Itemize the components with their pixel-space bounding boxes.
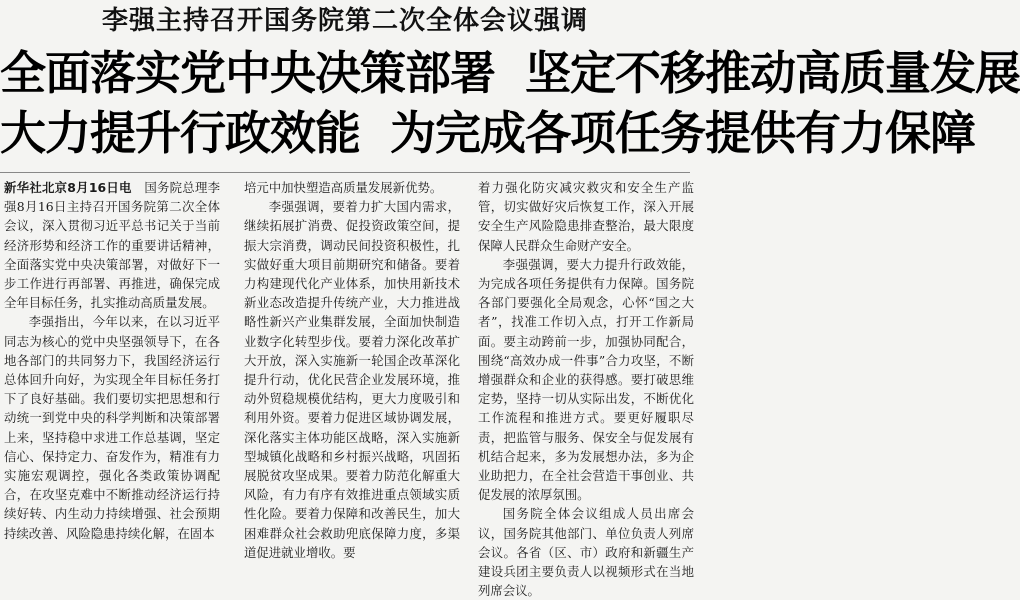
body-paragraph: 培元中加快塑造高质量发展新优势。 <box>244 180 443 195</box>
body-paragraph: 着力强化防灾减灾救灾和安全生产监管，切实做好灾后恢复工作，深入开展安全生产风险隐患排查整治，最大限度保障人民群众生命财产安全。 <box>478 180 694 253</box>
body-column-3 <box>478 178 694 599</box>
article-dateline: 新华社北京8月16日电 <box>4 180 132 195</box>
headline-line-2-part-a: 大力提升行政效能 <box>0 106 360 160</box>
headline-line-2-part-b: 为完成各项任务提供有力保障 <box>390 106 975 160</box>
headline-divider <box>0 172 690 173</box>
article-headline-line-2 <box>0 104 975 162</box>
body-paragraph: 李强指出，今年以来，在以习近平同志为核心的党中央坚强领导下，在各地各部门的共同努力下，我国经济运行总体回升向好，为实现全年目标任务打下了良好基础。我们要切实把思想和行动统一到党中央的科学判断和决策部署上来，坚持稳中求进工作总基调，坚定信心、保持定力、奋发作为，精准有力实施宏观调控，强化各类政策协调配合，在攻坚克难中不断推动经济运行持续好转、内生动力持续增强、社会预期持续改善、风险隐患持续化解，在固本 <box>4 314 220 541</box>
body-paragraph: 李强强调，要大力提升行政效能，为完成各项任务提供有力保障。国务院各部门要强化全局观念，心怀“国之大者”，找准工作切入点，打开工作新局面。要主动跨前一步，加强协同配合，围绕“高效办成一件事”合力攻坚，不断增强群众和企业的获得感。要打破思维定势，坚持一切从实际出发，不断优化工作流程和推进方式。要更好履职尽责，把监管与服务、保安全与促发展有机结合起来，多为发展想办法，多为企业助把力，在全社会营造干事创业、共促发展的浓厚氛围。 <box>478 256 694 503</box>
headline-line-1-part-a: 全面落实党中央决策部署 <box>0 46 495 100</box>
body-paragraph <box>4 178 220 312</box>
headline-line-1-part-b: 坚定不移推动高质量发展 <box>525 46 1020 100</box>
body-column-1 <box>4 178 221 541</box>
article-body <box>4 178 694 599</box>
article-subhead: 李强主持召开国务院第二次全体会议强调 <box>101 6 588 36</box>
body-paragraph: 李强强调，要着力扩大国内需求，继续拓展扩消费、促投资政策空间，提振大宗消费，调动民间投资积极性，扎实做好重大项目前期研究和储备。要着力构建现代化产业体系，加快用新技术新业态改造提升传统产业，大力推进战略性新兴产业集群发展，全面加快制造业数字化转型步伐。要着力深化改革扩大开放，深入实施新一轮国企改革深化提升行动，优化民营企业发展环境，推动外贸稳规模优结构，更大力度吸引和利用外资。要着力促进区域协调发展，深化落实主体功能区战略，深入实施新型城镇化战略和乡村振兴战略，巩固拓展脱贫攻坚成果。要着力防范化解重大风险，有力有序有效推进重点领域实质性化险。要着力保障和改善民生，加大困难群众社会救助兜底保障力度，多渠道促进就业增收。要 <box>244 199 460 560</box>
paragraph-text: 国务院总理李强8月16日主持召开国务院第二次全体会议，深入贯彻习近平总书记关于当前经济形势和经济工作的重要讲话精神，全面落实党中央决策部署，对做好下一步工作进行再部署、再推进，确保完成全年目标任务，扎实推动高质量发展。 <box>4 180 221 311</box>
article-headline-line-1 <box>0 44 1020 102</box>
body-paragraph: 国务院全体会议组成人员出席会议，国务院其他部门、单位负责人列席会议。各省（区、市）政府和新疆生产建设兵团主要负责人以视频形式在当地列席会议。 <box>478 506 694 599</box>
body-column-2 <box>244 178 460 560</box>
